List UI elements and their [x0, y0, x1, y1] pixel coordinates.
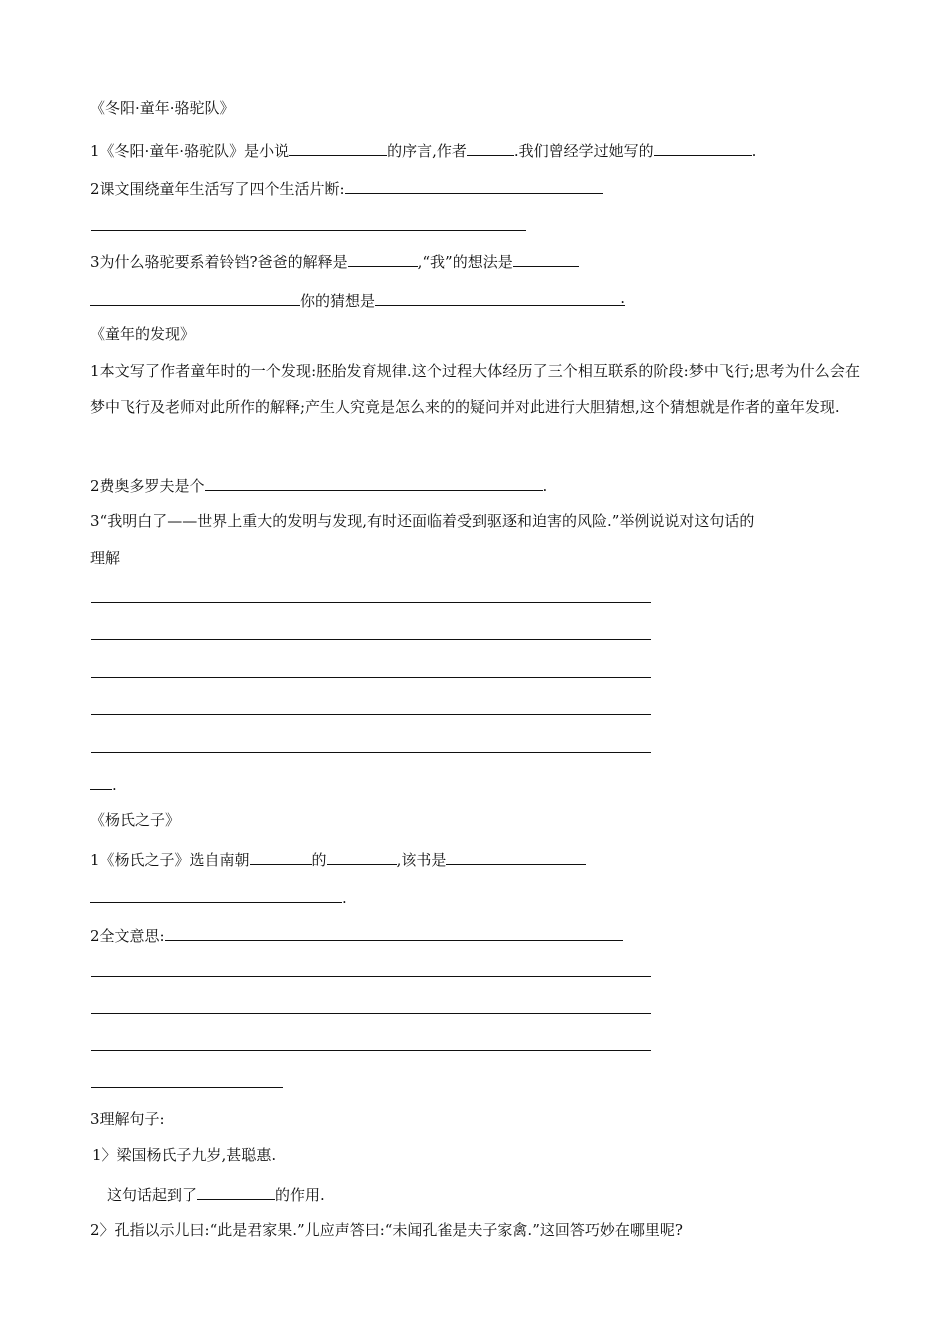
- s1-question-1: [90, 138, 756, 158]
- s1-q1-blank-work[interactable]: [654, 138, 752, 156]
- section3-title: 《杨氏之子》: [90, 811, 181, 829]
- s3-q2-blank-1[interactable]: [165, 923, 623, 941]
- s3-q1-blank-book[interactable]: [446, 847, 586, 865]
- s1-q3-blank-father[interactable]: [348, 249, 418, 267]
- s1-q3-text-c: 你的猜想是: [300, 292, 376, 310]
- s2-q3-answer-line-2[interactable]: [91, 639, 651, 640]
- section1-title: 《冬阳·童年·骆驼队》: [90, 99, 235, 117]
- s1-q1-text-c: .我们曾经学过她写的: [513, 142, 654, 160]
- s1-q3-blank-me[interactable]: [513, 249, 579, 267]
- s2-q2-blank[interactable]: [205, 473, 543, 491]
- s2-q3-end-period: .: [112, 776, 117, 794]
- s1-q1-blank-author[interactable]: [467, 138, 514, 156]
- s1-q3-blank-guess[interactable]: [375, 288, 625, 306]
- s2-q3-answer-end: [90, 772, 117, 792]
- s2-q3-answer-line-1[interactable]: [91, 602, 651, 603]
- s3-question-1-cont: [90, 885, 347, 905]
- s2-question-3: 3“我明白了——世界上重大的发明与发现,有时还面临着受到驱逐和迫害的风险.”举例说说对这句话的: [90, 512, 755, 530]
- s1-q1-text-b: 的序言,作者: [387, 142, 467, 160]
- s2-q3-answer-line-5[interactable]: [91, 752, 651, 753]
- s1-q2-text-a: 2课文围绕童年生活写了四个生活片断:: [90, 180, 345, 198]
- s3-q3-s1-blank[interactable]: [197, 1182, 275, 1200]
- s1-question-3: [90, 249, 579, 269]
- s3-q2-answer-line-4[interactable]: [91, 1050, 651, 1051]
- s3-q2-text-a: 2全文意思:: [90, 927, 165, 945]
- s2-q2-text-b: .: [542, 477, 548, 495]
- s1-q2-answer-line[interactable]: [91, 230, 526, 231]
- s3-q3-s1-text-b: 的作用.: [275, 1186, 325, 1204]
- section2-title: 《童年的发现》: [90, 325, 196, 343]
- s2-q3-answer-line-4[interactable]: [91, 714, 651, 715]
- s1-q2-blank-1[interactable]: [345, 176, 603, 194]
- s3-q2-answer-line-5[interactable]: [91, 1087, 283, 1088]
- s2-question-2: [90, 473, 547, 493]
- s3-q3-sentence-1-question: [107, 1182, 325, 1202]
- s3-q3-sentence-1: 1〉梁国杨氏子九岁,甚聪惠.: [92, 1146, 277, 1164]
- s1-q1-text-d: .: [751, 142, 757, 160]
- s3-question-3: 3理解句子:: [90, 1110, 165, 1128]
- s3-q1-text-b: 的: [311, 851, 327, 869]
- s1-question-3-cont: [90, 288, 625, 308]
- s1-q3-text-d: .: [620, 289, 626, 307]
- s3-q1-text-c: ,该书是: [396, 851, 447, 869]
- s3-q3-sentence-2: 2〉孔指以示儿曰:“此是君家果.”儿应声答曰:“未闻孔雀是夫子家禽.”这回答巧妙在哪里呢?: [90, 1221, 683, 1239]
- s1-q3-text-b: ,“我”的想法是: [417, 253, 513, 271]
- s2-question-3-cont: 理解: [90, 549, 121, 567]
- s1-q3-text-a: 3为什么骆驼要系着铃铛?爸爸的解释是: [90, 253, 348, 271]
- s1-q1-blank-novel[interactable]: [289, 138, 387, 156]
- s1-question-2: [90, 176, 603, 196]
- s3-q2-answer-line-2[interactable]: [91, 976, 651, 977]
- s3-q1-text-d: .: [342, 889, 347, 907]
- s2-q3-answer-line-3[interactable]: [91, 677, 651, 678]
- s2-q3-answer-line-6[interactable]: [90, 772, 112, 790]
- s3-question-1: [90, 847, 586, 867]
- s3-q1-blank-book-cont[interactable]: [90, 885, 342, 903]
- s3-question-2: [90, 923, 623, 943]
- s2-question-1: 1本文写了作者童年时的一个发现:胚胎发育规律.这个过程大体经历了三个相互联系的阶段:梦中飞行;思考为什么会在梦中飞行及老师对此所作的解释;产生人究竟是怎么来的的疑问并对此进行大胆猜想,这个猜想就是作者的童年发现.: [90, 362, 860, 416]
- s3-q2-answer-line-3[interactable]: [91, 1013, 651, 1014]
- s3-q1-text-a: 1《杨氏之子》选自南朝: [90, 851, 250, 869]
- s1-q3-blank-me-cont[interactable]: [90, 288, 300, 306]
- s2-q2-text-a: 2费奥多罗夫是个: [90, 477, 205, 495]
- s3-q1-blank-author[interactable]: [327, 847, 397, 865]
- s3-q1-blank-dynasty[interactable]: [250, 847, 312, 865]
- s3-q3-s1-text-a: 这句话起到了: [107, 1186, 198, 1204]
- s1-q1-text-a: 1《冬阳·童年·骆驼队》是小说: [90, 142, 290, 160]
